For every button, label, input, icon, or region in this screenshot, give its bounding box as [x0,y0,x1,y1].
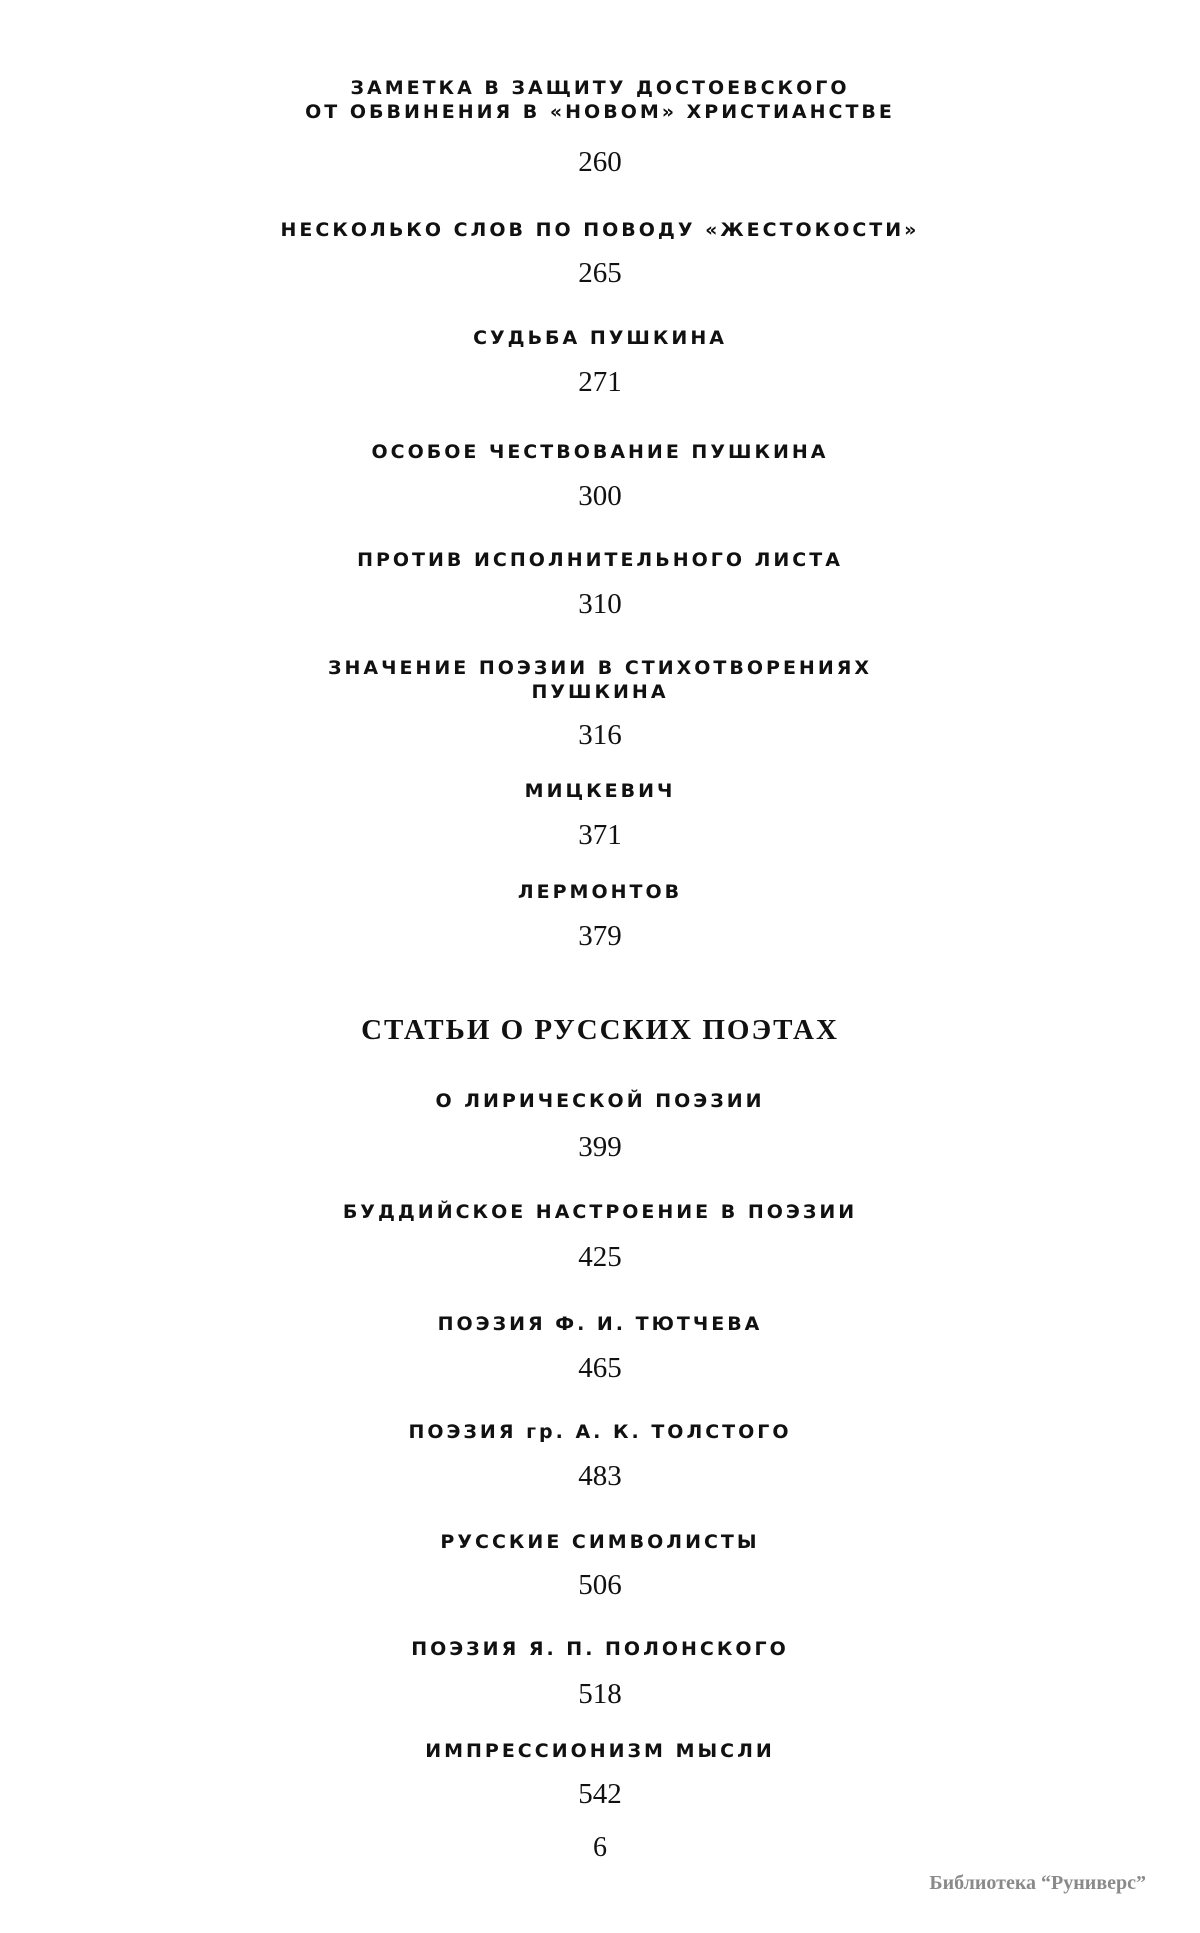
page-number: 6 [593,1832,607,1863]
toc-entry-title: ЗАМЕТКА В ЗАЩИТУ ДОСТОЕВСКОГО ОТ ОБВИНЕНИЯ В «НОВОМ» ХРИСТИАНСТВЕ [305,77,895,123]
toc-entry-title: ПРОТИВ ИСПОЛНИТЕЛЬНОГО ЛИСТА [357,549,843,571]
toc-entry-page: 265 [578,257,622,289]
toc-entry-page: 518 [578,1678,622,1710]
toc-entry-page: 542 [578,1778,622,1810]
toc-entry-page: 483 [578,1460,622,1492]
toc-entry-title: ПОЭЗИЯ Я. П. ПОЛОНСКОГО [411,1638,789,1660]
toc-entry-page: 300 [578,480,622,512]
toc-entry-title: О ЛИРИЧЕСКОЙ ПОЭЗИИ [435,1090,765,1112]
toc-entry-page: 371 [578,819,622,851]
toc-entry-page: 506 [578,1569,622,1601]
toc-entry-title: БУДДИЙСКОЕ НАСТРОЕНИЕ В ПОЭЗИИ [342,1201,858,1223]
toc-entry-title: ИМПРЕССИОНИЗМ МЫСЛИ [425,1740,775,1762]
toc-entry-title: ОСОБОЕ ЧЕСТВОВАНИЕ ПУШКИНА [371,441,829,463]
toc-entry-title: РУССКИЕ СИМВОЛИСТЫ [440,1531,760,1553]
library-watermark: Библиотека “Руниверс” [929,1872,1146,1894]
toc-entry-title: ЗНАЧЕНИЕ ПОЭЗИИ В СТИХОТВОРЕНИЯХ ПУШКИНА [327,657,873,703]
toc-entry-page: 271 [578,366,622,398]
toc-entry-title: ЛЕРМОНТОВ [517,881,683,903]
toc-entry-page: 310 [578,588,622,620]
toc-entry-page: 399 [578,1131,622,1163]
toc-entry-page: 465 [578,1352,622,1384]
section-heading: СТАТЬИ О РУССКИХ ПОЭТАХ [361,1014,839,1046]
toc-entry-title: ПОЭЗИЯ Ф. И. ТЮТЧЕВА [437,1313,763,1335]
toc-entry-page: 260 [578,146,622,178]
toc-entry-title: НЕСКОЛЬКО СЛОВ ПО ПОВОДУ «ЖЕСТОКОСТИ» [280,219,920,241]
toc-entry-title: СУДЬБА ПУШКИНА [473,327,727,349]
toc-entry-page: 379 [578,920,622,952]
toc-entry-page: 425 [578,1241,622,1273]
toc-entry-title: ПОЭЗИЯ гр. А. К. ТОЛСТОГО [408,1421,792,1443]
toc-entry-title: МИЦКЕВИЧ [524,780,676,802]
toc-entry-page: 316 [578,719,622,751]
